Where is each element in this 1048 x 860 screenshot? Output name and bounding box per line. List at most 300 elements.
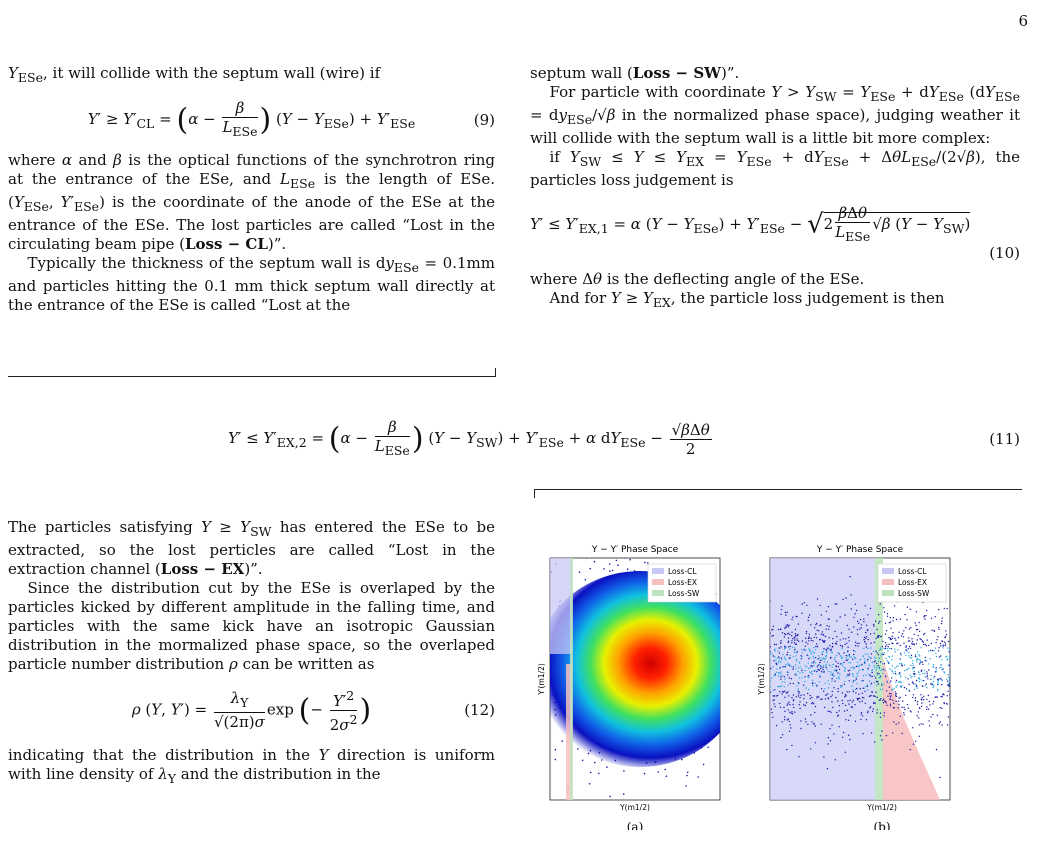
scatter-point [862,700,863,701]
scatter-point [850,667,851,668]
scatter-point [919,631,920,632]
scatter-point [823,665,824,666]
scatter-point [822,669,823,670]
scatter-point [825,649,826,650]
scatter-point [899,681,900,682]
scatter-point [772,717,773,718]
scatter-point [846,655,847,656]
scatter-point [789,712,790,713]
scatter-point [791,678,792,679]
scatter-point [835,697,836,698]
scatter-point [914,634,915,635]
scatter-point [915,697,916,698]
scatter-point [810,624,811,625]
scatter-point [868,674,869,675]
scatter-point [917,659,918,660]
scatter-point [806,605,807,606]
scatter-point [809,649,810,650]
scatter-point [817,598,818,599]
scatter-point [798,688,799,689]
scatter-point [909,657,910,658]
scatter-point [920,647,921,648]
scatter-point [820,660,821,661]
scatter-point [919,663,920,664]
scatter-point [829,684,830,685]
scatter-point [814,637,815,638]
scatter-point [814,683,815,684]
scatter-point [805,718,806,719]
scatter-point [794,652,795,653]
scatter-point [850,662,851,663]
scatter-point [603,568,605,570]
scatter-point [844,681,845,682]
scatter-point [776,725,777,726]
scatter-point [915,654,916,655]
scatter-point [922,724,923,725]
scatter-point [830,696,831,697]
scatter-point [883,654,884,655]
scatter-point [803,698,804,699]
scatter-point [947,695,948,696]
scatter-point [884,648,885,649]
scatter-point [824,659,825,660]
scatter-point [932,714,933,715]
scatter-point [784,656,785,657]
scatter-point [799,704,800,705]
scatter-point [751,634,753,636]
scatter-point [770,668,771,669]
scatter-point [914,689,915,690]
scatter-point [836,678,837,679]
scatter-point [798,695,799,696]
scatter-point [785,615,786,616]
scatter-point [805,642,806,643]
scatter-point [942,647,943,648]
scatter-point [728,727,730,729]
scatter-point [784,628,785,629]
scatter-point [848,659,849,660]
scatter-point [870,647,871,648]
scatter-point [918,635,919,636]
scatter-point [820,665,821,666]
scatter-point [898,682,899,683]
scatter-point [855,604,856,605]
scatter-point [889,668,890,669]
scatter-point [885,675,886,676]
scatter-point [790,713,791,714]
scatter-point [884,611,885,612]
scatter-point [780,614,781,615]
scatter-point [782,734,783,735]
scatter-point [685,785,687,787]
scatter-point [774,656,775,657]
scatter-point [745,701,747,703]
scatter-point [908,708,909,709]
scatter-point [537,786,539,788]
scatter-point [794,649,795,650]
scatter-point [840,687,841,688]
scatter-point [797,635,798,636]
scatter-point [887,650,888,651]
scatter-point [810,698,811,699]
scatter-point [910,675,911,676]
scatter-point [882,641,883,642]
scatter-point [842,646,843,647]
scatter-point [816,637,817,638]
scatter-point [748,669,750,671]
scatter-point [835,759,836,760]
scatter-point [848,703,849,704]
scatter-point [612,570,614,572]
scatter-point [887,616,888,617]
scatter-point [872,672,873,673]
scatter-point [735,784,737,786]
scatter-point [925,676,926,677]
scatter-point [869,675,870,676]
scatter-point [581,547,583,549]
scatter-point [805,687,806,688]
panel-caption: (a) [626,820,644,830]
scatter-point [923,680,924,681]
scatter-point [773,700,774,701]
scatter-point [837,663,838,664]
scatter-point [833,675,834,676]
scatter-point [867,711,868,712]
scatter-point [792,713,793,714]
scatter-point [775,650,776,651]
scatter-point [906,669,907,670]
scatter-point [940,721,941,722]
scatter-point [873,665,874,666]
scatter-point [898,637,899,638]
panel-title: Y − Y′ Phase Space [591,545,679,555]
scatter-point [779,647,780,648]
scatter-point [740,730,742,732]
scatter-point [912,641,913,642]
scatter-point [780,673,781,674]
scatter-point [823,648,824,649]
scatter-point [771,629,772,630]
scatter-point [867,614,868,615]
scatter-point [536,630,538,632]
scatter-point [831,701,832,702]
scatter-point [589,568,591,570]
scatter-point [786,692,787,693]
scatter-point [871,676,872,677]
scatter-point [847,655,848,656]
scatter-point [820,605,821,606]
scatter-point [867,630,868,631]
scatter-point [865,661,866,662]
scatter-point [577,748,579,750]
scatter-point [787,654,788,655]
scatter-point [543,751,545,753]
scatter-point [787,685,788,686]
scatter-point [901,687,902,688]
scatter-point [839,678,840,679]
scatter-point [924,670,925,671]
scatter-point [936,669,937,670]
scatter-point [730,664,732,666]
scatter-point [883,715,884,716]
scatter-point [937,682,938,683]
scatter-point [864,641,865,642]
scatter-point [782,721,783,722]
scatter-point [815,646,816,647]
scatter-point [932,666,933,667]
scatter-point [856,673,857,674]
scatter-point [822,667,823,668]
scatter-point [947,681,948,682]
scatter-point [799,662,800,663]
scatter-point [947,674,948,675]
legend-label: Loss-EX [668,578,698,587]
scatter-point [929,725,930,726]
scatter-point [827,693,828,694]
scatter-point [859,701,860,702]
scatter-point [885,633,886,634]
scatter-point [786,749,787,750]
scatter-point [784,636,785,637]
scatter-point [806,631,807,632]
scatter-point [946,634,947,635]
scatter-point [915,622,916,623]
scatter-point [810,714,811,715]
scatter-point [779,691,780,692]
scatter-point [874,642,875,643]
scatter-point [937,715,938,716]
scatter-point [887,696,888,697]
scatter-point [784,697,785,698]
scatter-point [647,562,649,564]
scatter-point [707,747,709,749]
scatter-point [801,668,802,669]
scatter-point [904,664,905,665]
scatter-point [919,681,920,682]
scatter-point [906,645,907,646]
scatter-point [884,652,885,653]
scatter-point [813,723,814,724]
scatter-point [783,707,784,708]
figure [530,540,1030,830]
scatter-point [936,667,937,668]
scatter-point [842,700,843,701]
scatter-point [803,694,804,695]
y-axis-label: Y′(m1/2) [757,663,766,695]
scatter-point [799,691,800,692]
scatter-point [810,748,811,749]
scatter-point [778,686,779,687]
scatter-point [901,663,902,664]
legend-label: Loss-EX [898,578,928,587]
scatter-point [724,601,726,603]
scatter-point [862,680,863,681]
scatter-point [867,654,868,655]
scatter-point [804,681,805,682]
scatter-point [896,680,897,681]
scatter-point [911,655,912,656]
scatter-point [843,732,844,733]
scatter-point [833,687,834,688]
scatter-point [916,661,917,662]
scatter-point [889,622,890,623]
scatter-point [912,727,913,728]
scatter-point [873,695,874,696]
scatter-point [821,634,822,635]
scatter-point [826,668,827,669]
scatter-point [865,605,866,606]
scatter-point [853,680,854,681]
scatter-point [930,675,931,676]
scatter-point [892,732,893,733]
scatter-point [926,671,927,672]
scatter-point [933,664,934,665]
scatter-point [832,638,833,639]
scatter-point [798,693,799,694]
scatter-point [829,728,830,729]
scatter-point [848,629,849,630]
scatter-point [772,666,773,667]
scatter-point [931,618,932,619]
scatter-point [778,660,779,661]
scatter-point [799,672,800,673]
scatter-point [812,640,813,641]
scatter-point [830,674,831,675]
scatter-point [882,673,883,674]
scatter-point [857,675,858,676]
scatter-point [739,547,741,549]
scatter-point [784,691,785,692]
scatter-point [868,656,869,657]
scatter-point [847,700,848,701]
scatter-point [795,664,796,665]
scatter-point [730,618,732,620]
scatter-point [895,701,896,702]
scatter-point [687,772,689,774]
scatter-point [828,606,829,607]
scatter-point [590,772,592,774]
scatter-point [858,671,859,672]
scatter-point [944,608,945,609]
scatter-point [905,677,906,678]
scatter-point [784,646,785,647]
scatter-point [901,654,902,655]
scatter-point [923,634,924,635]
scatter-point [900,653,901,654]
scatter-point [776,644,777,645]
scatter-point [940,643,941,644]
scatter-point [916,715,917,716]
scatter-point [764,625,766,627]
scatter-point [856,688,857,689]
scatter-point [781,605,782,606]
scatter-point [895,682,896,683]
scatter-point [913,665,914,666]
scatter-point [947,658,948,659]
scatter-point [893,707,894,708]
scatter-point [880,655,881,656]
scatter-point [909,646,910,647]
scatter-point [782,681,783,682]
scatter-point [842,657,843,658]
scatter-point [867,639,868,640]
scatter-point [818,655,819,656]
scatter-point [848,735,849,736]
scatter-point [839,710,840,711]
scatter-point [789,634,790,635]
scatter-point [945,643,946,644]
scatter-point [798,682,799,683]
scatter-point [788,641,789,642]
scatter-point [795,644,796,645]
scatter-point [900,716,901,717]
scatter-point [878,677,879,678]
scatter-point [808,677,809,678]
scatter-point [738,644,740,646]
legend-label: Loss-SW [898,589,930,598]
panel-title: Y − Y′ Phase Space [816,545,904,555]
scatter-point [805,665,806,666]
scatter-point [819,676,820,677]
scatter-point [907,607,908,608]
scatter-point [787,703,788,704]
scatter-point [880,717,881,718]
scatter-point [913,744,914,745]
equation-11: $Y' \le Y'_{EX,2} = (\alpha$ − $\frac{\beta}{L_{ESe}}$ ) $(Y - Y_{SW}) + Y'_{ESe} + \alpha$ $dY_{ESe}$ − $\frac{\text{√βΔθ}}{2}$ (11) [228,418,1020,458]
equation-number: (11) [989,430,1020,448]
scatter-point [904,687,905,688]
scatter-point [861,665,862,666]
scatter-point [912,644,913,645]
scatter-point [940,707,941,708]
scatter-point [823,756,824,757]
scatter-point [887,613,888,614]
scatter-point [941,724,942,725]
scatter-point [924,673,925,674]
scatter-point [812,650,813,651]
scatter-point [853,700,854,701]
scatter-point [928,663,929,664]
scatter-point [927,673,928,674]
scatter-point [780,661,781,662]
scatter-point [594,561,596,563]
scatter-point [798,623,799,624]
scatter-point [815,649,816,650]
scatter-point [644,562,646,564]
scatter-point [849,691,850,692]
scatter-point [545,710,547,712]
scatter-point [932,684,933,685]
scatter-point [800,728,801,729]
scatter-point [912,663,913,664]
scatter-point [814,670,815,671]
scatter-point [904,652,905,653]
scatter-point [736,660,738,662]
scatter-point [787,691,788,692]
scatter-point [780,666,781,667]
scatter-point [821,614,822,615]
scatter-point [825,683,826,684]
scatter-point [879,621,880,622]
scatter-point [788,709,789,710]
scatter-point [826,694,827,695]
scatter-point [846,643,847,644]
scatter-point [931,630,932,631]
scatter-point [862,697,863,698]
scatter-point [895,671,896,672]
scatter-point [752,696,754,698]
scatter-point [942,680,943,681]
